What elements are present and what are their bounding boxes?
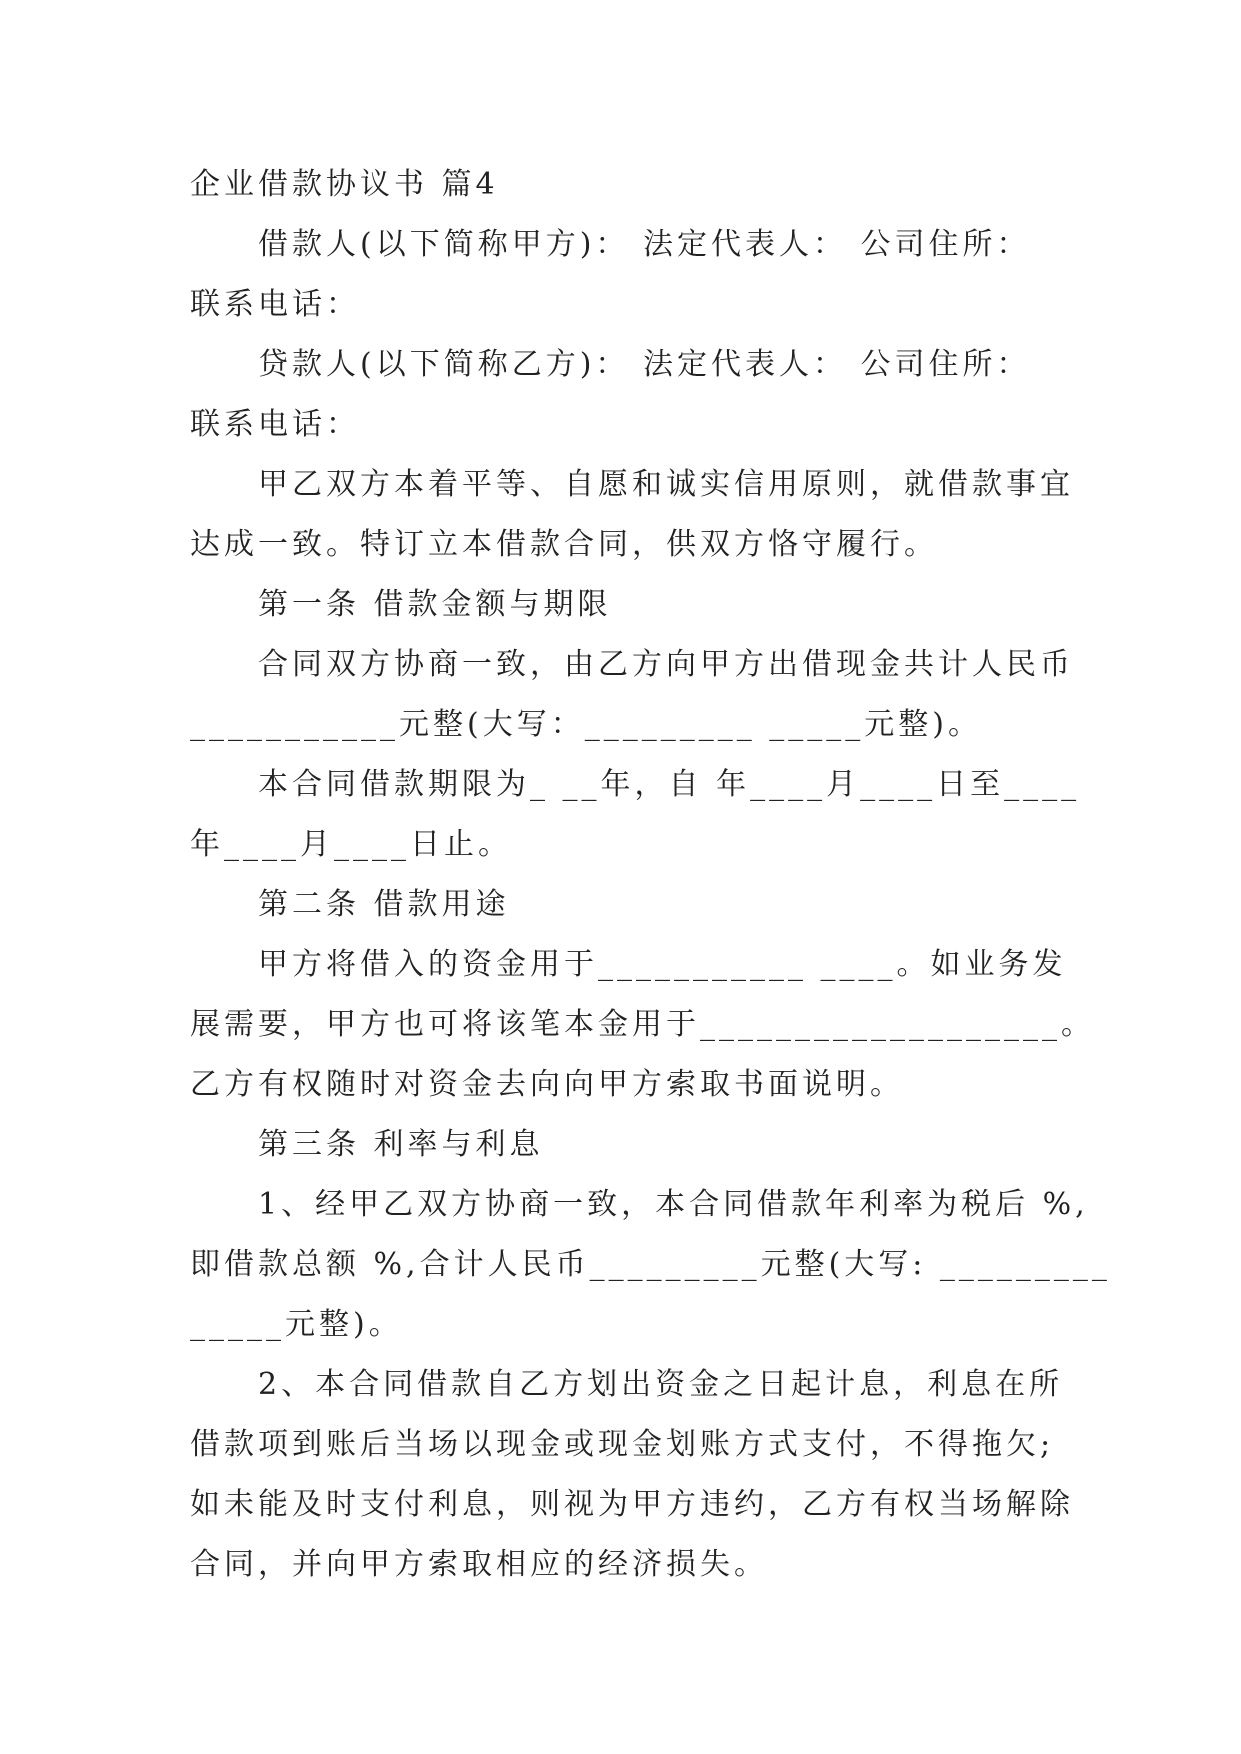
paragraph-line: 1、经甲乙双方协商一致，本合同借款年利率为税后 %, [258,1187,1089,1222]
preamble-line: 甲乙双方本着平等、自愿和诚实信用原则，就借款事宜 [258,467,1074,502]
preamble-line: 达成一致。特订立本借款合同，供双方恪守履行。 [190,527,938,562]
paragraph-line: 合同双方协商一致，由乙方向甲方出借现金共计人民币 [258,647,1074,682]
lender-phone-line: 联系电话： [190,407,360,442]
paragraph-line: 展需要，甲方也可将该笔本金用于___________________。 [190,1007,1095,1042]
article-heading: 第二条 借款用途 [258,887,510,922]
paragraph-line: _____元整)。 [190,1307,403,1342]
paragraph-line: 合同，并向甲方索取相应的经济损失。 [190,1547,768,1582]
document-body [190,155,1111,1595]
paragraph-line: 甲方将借入的资金用于___________ ____。如业务发 [258,947,1067,982]
paragraph-line: 乙方有权随时对资金去向向甲方索取书面说明。 [190,1067,904,1102]
paragraph-line: ___________元整(大写：_________ _____元整)。 [190,707,982,742]
paragraph-line: 年____月____日止。 [190,827,512,862]
article-heading: 第一条 借款金额与期限 [258,587,612,622]
lender-info-line: 贷款人(以下简称乙方)： 法定代表人： 公司住所： [258,347,1031,382]
paragraph-line: 如未能及时支付利息，则视为甲方违约，乙方有权当场解除 [190,1487,1074,1522]
document-title: 企业借款协议书 篇4 [190,167,499,202]
paragraph-line: 借款项到账后当场以现金或现金划账方式支付，不得拖欠; [190,1427,1055,1462]
paragraph-line: 即借款总额 %,合计人民币_________元整(大写: _________ [190,1247,1111,1282]
paragraph-line: 本合同借款期限为_ __年，自 年____月____日至____ [258,767,1081,802]
article-heading: 第三条 利率与利息 [258,1127,544,1162]
paragraph-line: 2、本合同借款自乙方划出资金之日起计息，利息在所 [258,1367,1064,1402]
borrower-phone-line: 联系电话： [190,287,360,322]
borrower-info-line: 借款人(以下简称甲方)： 法定代表人： 公司住所： [258,227,1031,262]
